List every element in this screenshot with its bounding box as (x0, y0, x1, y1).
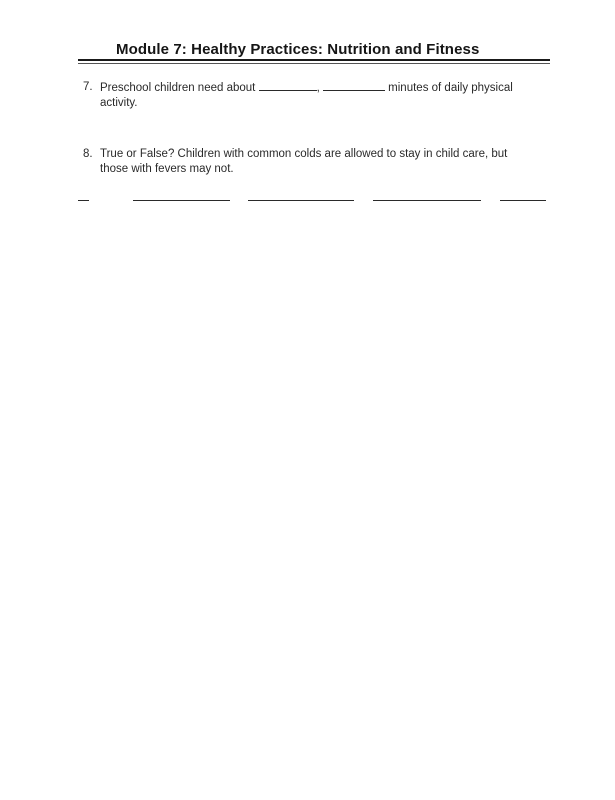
question-number: 7. (83, 81, 93, 93)
question-number: 8. (83, 148, 93, 160)
question-text-line2: those with fevers may not. (100, 163, 234, 175)
question-text-line2: activity. (100, 97, 138, 109)
question-text-start: Preschool children need about (100, 82, 256, 94)
answer-line[interactable] (373, 200, 481, 201)
answer-line[interactable] (248, 200, 354, 201)
answer-line[interactable] (78, 200, 89, 201)
answer-line[interactable] (500, 200, 546, 201)
question-text-line1: True or False? Children with common colds are allowed to stay in child care, but (100, 148, 508, 160)
blank-separator: , (316, 82, 320, 94)
question-text-end: minutes of daily physical (388, 82, 513, 94)
answer-line[interactable] (133, 200, 230, 201)
page-title: Module 7: Healthy Practices: Nutrition and Fitness (116, 41, 480, 58)
